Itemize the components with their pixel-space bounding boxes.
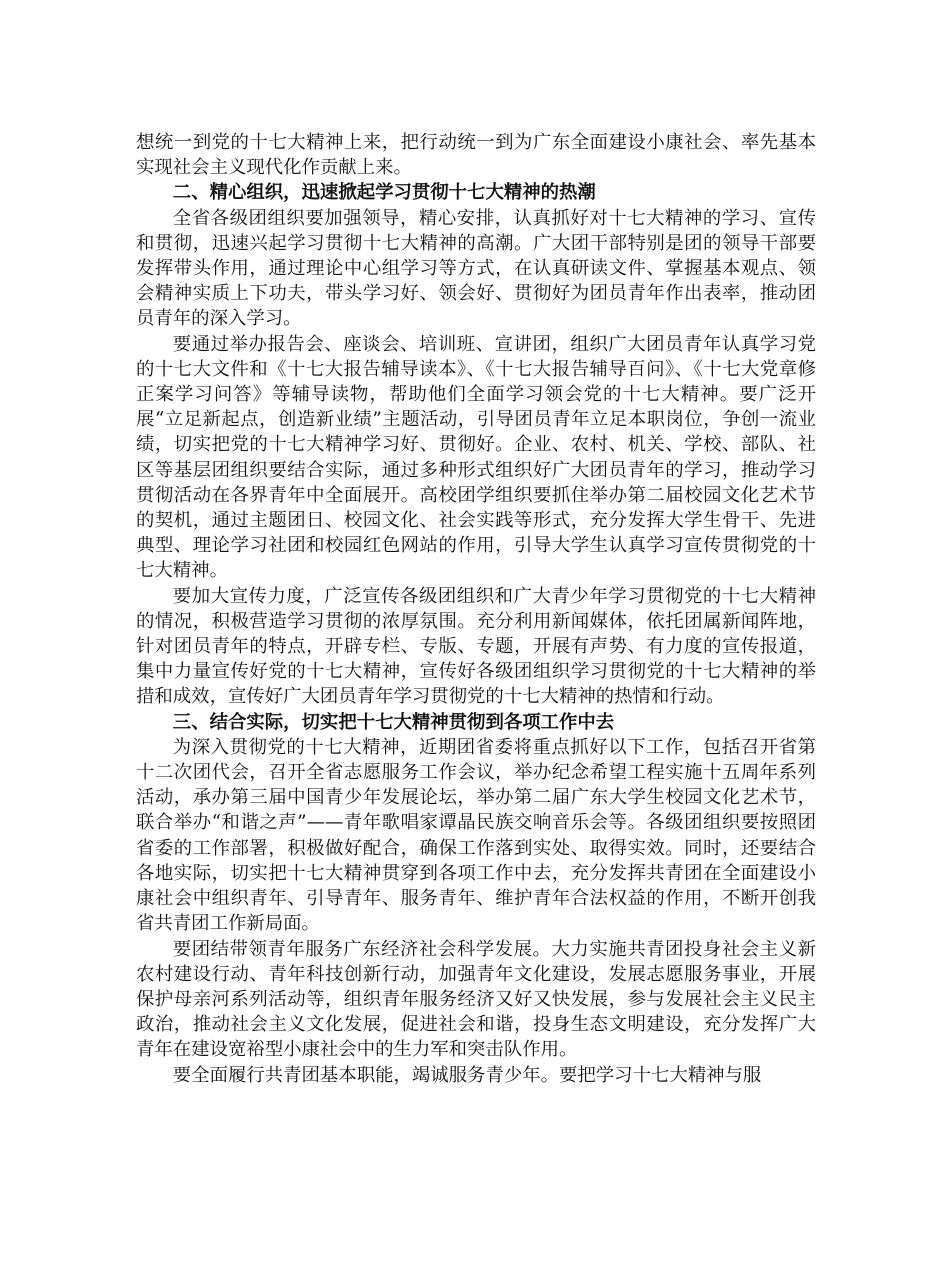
- section-heading-3: 三、结合实际，切实把十七大精神贯彻到各项工作中去: [172, 711, 615, 733]
- section-heading-2: 二、精心组织，迅速掀起学习贯彻十七大精神的热潮: [172, 182, 596, 204]
- paragraph: 全省各级团组织要加强领导，精心安排，认真抓好对十七大精神的学习、宣传和贯彻，迅速兴起学习贯彻十七大精神的高潮。广大团干部特别是团的领导干部要发挥带头作用，通过理论中心组学习等方式，在认真研读文件、掌握基本观点、领会精神实质上下功夫，带头学习好、领会好、贯彻好为团员青年作出表率，推动团员青年的深入学习。: [136, 207, 816, 330]
- document-body: [136, 130, 816, 1088]
- paragraph: 要通过举办报告会、座谈会、培训班、宣讲团，组织广大团员青年认真学习党的十七大文件和《十七大报告辅导读本》、《十七大报告辅导百问》、《十七大党章修正案学习问答》等辅导读物，帮助他们全面学习领会党的十七大精神。要广泛开展“立足新起点，创造新业绩”主题活动，引导团员青年立足本职岗位，争创一流业绩，切实把党的十七大精神学习好、贯彻好。企业、农村、机关、学校、部队、社区等基层团组织要结合实际，通过多种形式组织好广大团员青年的学习，推动学习贯彻活动在各界青年中全面展开。高校团学组织要抓住举办第二届校园文化艺术节的契机，通过主题团日、校园文化、社会实践等形式，充分发挥大学生骨干、先进典型、理论学习社团和校园红色网站的作用，引导大学生认真学习宣传贯彻党的十七大精神。: [136, 333, 816, 582]
- paragraph: 为深入贯彻党的十七大精神，近期团省委将重点抓好以下工作，包括召开省第十二次团代会，召开全省志愿服务工作会议，举办纪念希望工程实施十五周年系列活动，承办第三届中国青少年发展论坛，举办第二届广东大学生校园文化艺术节，联合举办“和谐之声”——青年歌唱家谭晶民族交响音乐会等。各级团组织要按照团省委的工作部署，积极做好配合，确保工作落到实处、取得实效。同时，还要结合各地实际，切实把十七大精神贯穿到各项工作中去，充分发挥共青团在全面建设小康社会中组织青年、引导青年、服务青年、维护青年合法权益的作用，不断开创我省共青团工作新局面。: [136, 736, 816, 935]
- paragraph-continuation: 想统一到党的十七大精神上来，把行动统一到为广东全面建设小康社会、率先基本实现社会主义现代化作贡献上来。: [136, 132, 816, 179]
- paragraph: 要加大宣传力度，广泛宣传各级团组织和广大青少年学习贯彻党的十七大精神的情况，积极营造学习贯彻的浓厚氛围。充分利用新闻媒体，依托团属新闻阵地，针对团员青年的特点，开辟专栏、专版、专题，开展有声势、有力度的宣传报道，集中力量宣传好党的十七大精神，宣传好各级团组织学习贯彻党的十七大精神的举措和成效，宣传好广大团员青年学习贯彻党的十七大精神的热情和行动。: [136, 585, 816, 708]
- paragraph: 要全面履行共青团基本职能，竭诚服务青少年。要把学习十七大精神与服: [172, 1064, 762, 1086]
- paragraph: 要团结带领青年服务广东经济社会科学发展。大力实施共青团投身社会主义新农村建设行动、青年科技创新行动，加强青年文化建设，发展志愿服务事业，开展保护母亲河系列活动等，组织青年服务经济又好又快发展，参与发展社会主义民主政治，推动社会主义文化发展，促进社会和谐，投身生态文明建设，充分发挥广大青年在建设宽裕型小康社会中的生力军和突击队作用。: [136, 938, 816, 1061]
